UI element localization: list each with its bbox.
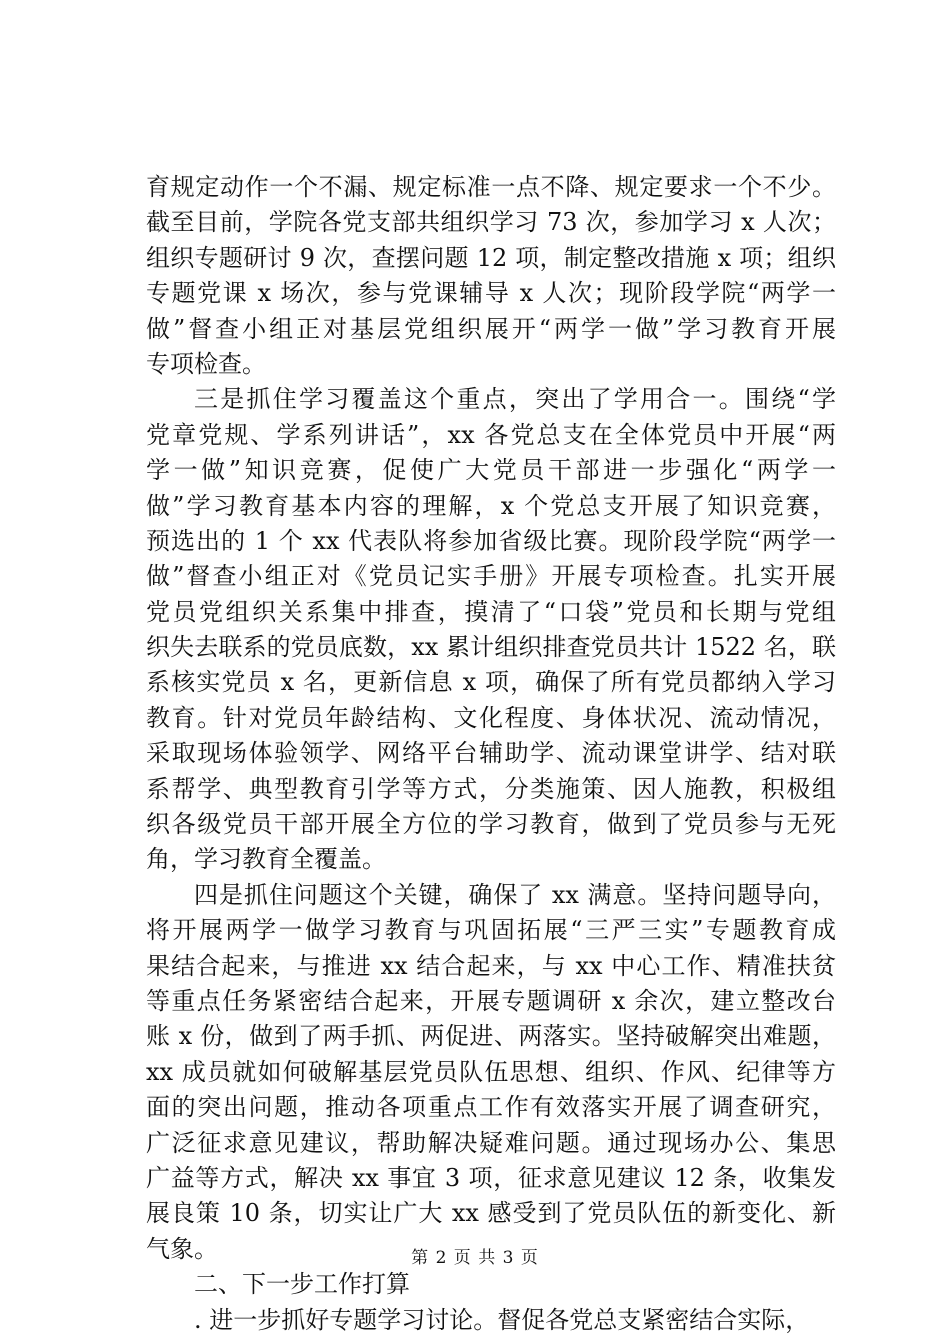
text-line: 做”学习教育基本内容的理解，x 个党总支开展了知识竞赛， xyxy=(146,491,836,520)
text-line: 截至目前，学院各党支部共组织学习 73 次，参加学习 x 人次； xyxy=(146,208,836,237)
document-body xyxy=(146,170,836,1338)
text-line: 做”督查小组正对基层党组织展开“两学一做”学习教育开展 xyxy=(146,314,836,343)
text-line: 专项检查。 xyxy=(146,349,266,378)
text-line: 做”督查小组正对《党员记实手册》开展专项检查。扎实开展 xyxy=(146,562,836,591)
text-line: 角，学习教育全覆盖。 xyxy=(146,845,386,874)
text-line: 采取现场体验领学、网络平台辅助学、流动课堂讲学、结对联 xyxy=(146,739,836,768)
text-line: 预选出的 1 个 xx 代表队将参加省级比赛。现阶段学院“两学一 xyxy=(146,526,836,555)
text-line: 系帮学、典型教育引学等方式，分类施策、因人施教，积极组 xyxy=(146,774,836,803)
text-line: 气象。 xyxy=(146,1234,218,1263)
page-footer: 第 2 页 共 3 页 xyxy=(411,1248,539,1268)
text-line: 果结合起来，与推进 xx 结合起来，与 xx 中心工作、精准扶贫 xyxy=(146,951,836,980)
text-line: 三是抓住学习覆盖这个重点，突出了学用合一。围绕“学 xyxy=(194,385,836,414)
text-line: 织失去联系的党员底数，xx 累计组织排查党员共计 1522 名，联 xyxy=(146,633,836,662)
text-line: 党员党组织关系集中排查，摸清了“口袋”党员和长期与党组 xyxy=(146,597,836,626)
text-line: 党章党规、学系列讲话”，xx 各党总支在全体党员中开展“两 xyxy=(146,420,836,449)
text-line: xx 成员就如何破解基层党员队伍思想、组织、作风、纪律等方 xyxy=(146,1057,836,1086)
text-line: 四是抓住问题这个关键，确保了 xx 满意。坚持问题导向， xyxy=(194,880,836,909)
text-line: 账 x 份，做到了两手抓、两促进、两落实。坚持破解突出难题， xyxy=(146,1022,836,1051)
text-line: 系核实党员 x 名，更新信息 x 项，确保了所有党员都纳入学习 xyxy=(146,668,836,697)
text-line: . 进一步抓好专题学习讨论。督促各党总支紧密结合实际， xyxy=(194,1305,810,1334)
text-line: 专题党课 x 场次，参与党课辅导 x 人次；现阶段学院“两学一 xyxy=(146,279,836,308)
text-line: 学一做”知识竞赛，促使广大党员干部进一步强化“两学一 xyxy=(146,456,836,485)
text-line: 育规定动作一个不漏、规定标准一点不降、规定要求一个不少。 xyxy=(146,173,836,201)
text-line: 织各级党员干部开展全方位的学习教育，做到了党员参与无死 xyxy=(146,810,836,839)
text-line: 将开展两学一做学习教育与巩固拓展“三严三实”专题教育成 xyxy=(146,916,836,945)
text-line: 等重点任务紧密结合起来，开展专题调研 x 余次，建立整改台 xyxy=(146,986,836,1015)
text-line: 广泛征求意见建议，帮助解决疑难问题。通过现场办公、集思 xyxy=(146,1128,836,1157)
text-line: 组织专题研讨 9 次，查摆问题 12 项，制定整改措施 x 项；组织 xyxy=(146,243,836,272)
section-heading: 二、下一步工作打算 xyxy=(194,1270,410,1299)
text-line: 面的突出问题，推动各项重点工作有效落实开展了调查研究， xyxy=(146,1093,836,1122)
text-line: 广益等方式，解决 xx 事宜 3 项，征求意见建议 12 条，收集发 xyxy=(146,1163,836,1192)
text-line: 展良策 10 条，切实让广大 xx 感受到了党员队伍的新变化、新 xyxy=(146,1199,836,1228)
text-line: 教育。针对党员年龄结构、文化程度、身体状况、流动情况， xyxy=(146,703,836,732)
